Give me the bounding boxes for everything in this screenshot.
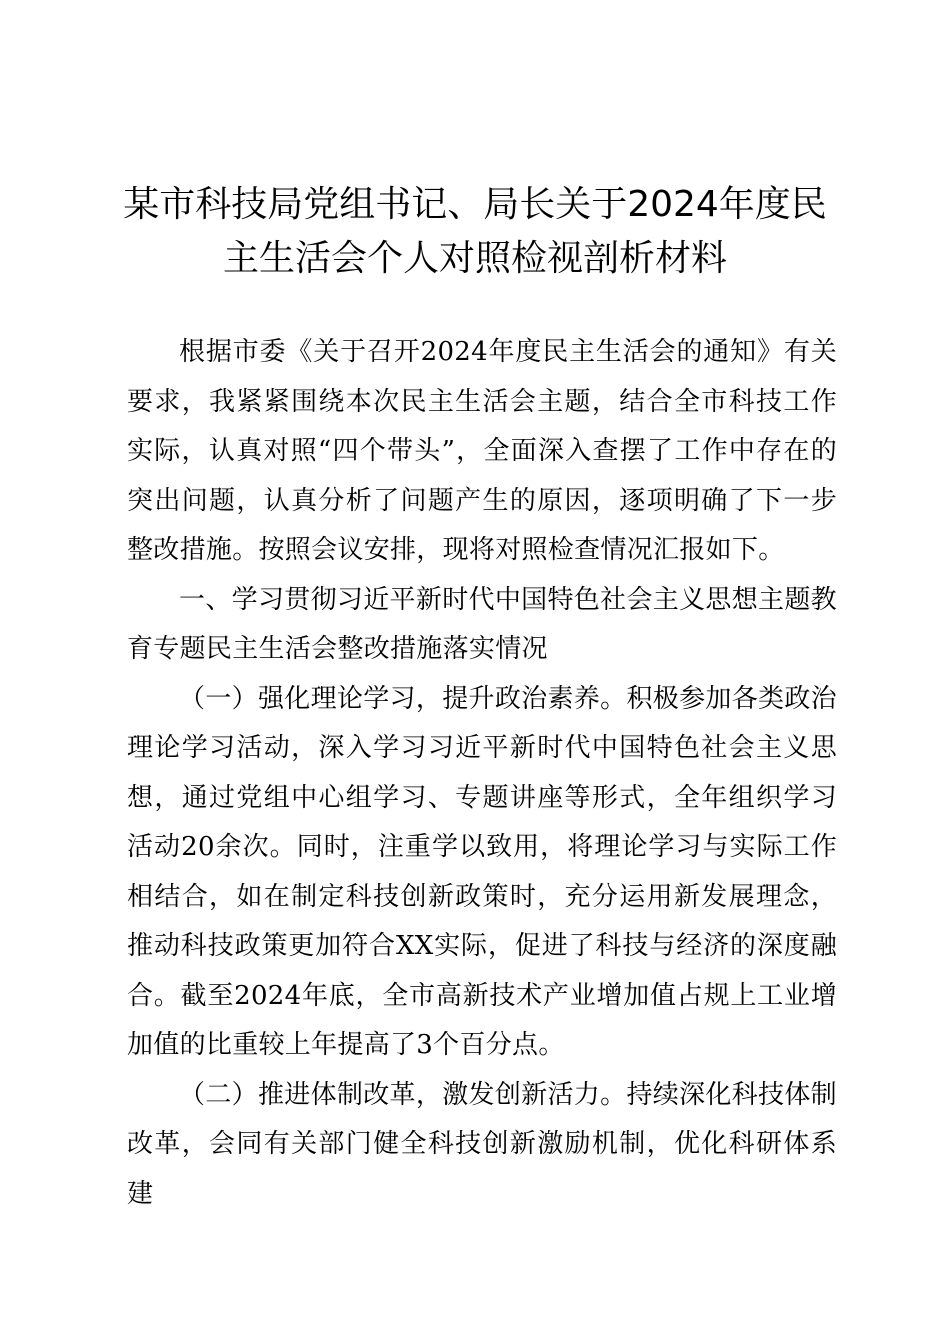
- title-line-2: 主生活会个人对照检视剖析材料: [222, 238, 727, 279]
- document-title: [100, 178, 850, 286]
- paragraph-subsection-1: （一）强化理论学习，提升政治素养。积极参加各类政治理论学习活动，深入学习习近平新时代中国特色社会主义思想，通过党组中心组学习、专题讲座等形式，全年组织学习活动20余次。同时，注重学以致用，将理论学习与实际工作相结合，如在制定科技创新政策时，充分运用新发展理念，推动科技政策更加符合XX实际，促进了科技与经济的深度融合。截至2024年底，全市高新技术产业增加值占规上工业增加值的比重较上年提高了3个百分点。: [127, 683, 837, 1060]
- document-body: [127, 328, 837, 1219]
- paragraph-intro: 根据市委《关于召开2024年度民主生活会的通知》有关要求，我紧紧围绕本次民主生活会主题，结合全市科技工作实际，认真对照“四个带头”，全面深入查摆了工作中存在的突出问题，认真分析了问题产生的原因，逐项明确了下一步整改措施。按照会议安排，现将对照检查情况汇报如下。: [127, 337, 837, 565]
- paragraph-subsection-2: （二）推进体制改革，激发创新活力。持续深化科技体制改革，会同有关部门健全科技创新激励机制，优化科研体系建: [127, 1079, 837, 1209]
- title-line-1: 某市科技局党组书记、局长关于2024年度民: [123, 184, 827, 225]
- section-heading-1: 一、学习贯彻习近平新时代中国特色社会主义思想主题教育专题民主生活会整改措施落实情况: [127, 584, 837, 664]
